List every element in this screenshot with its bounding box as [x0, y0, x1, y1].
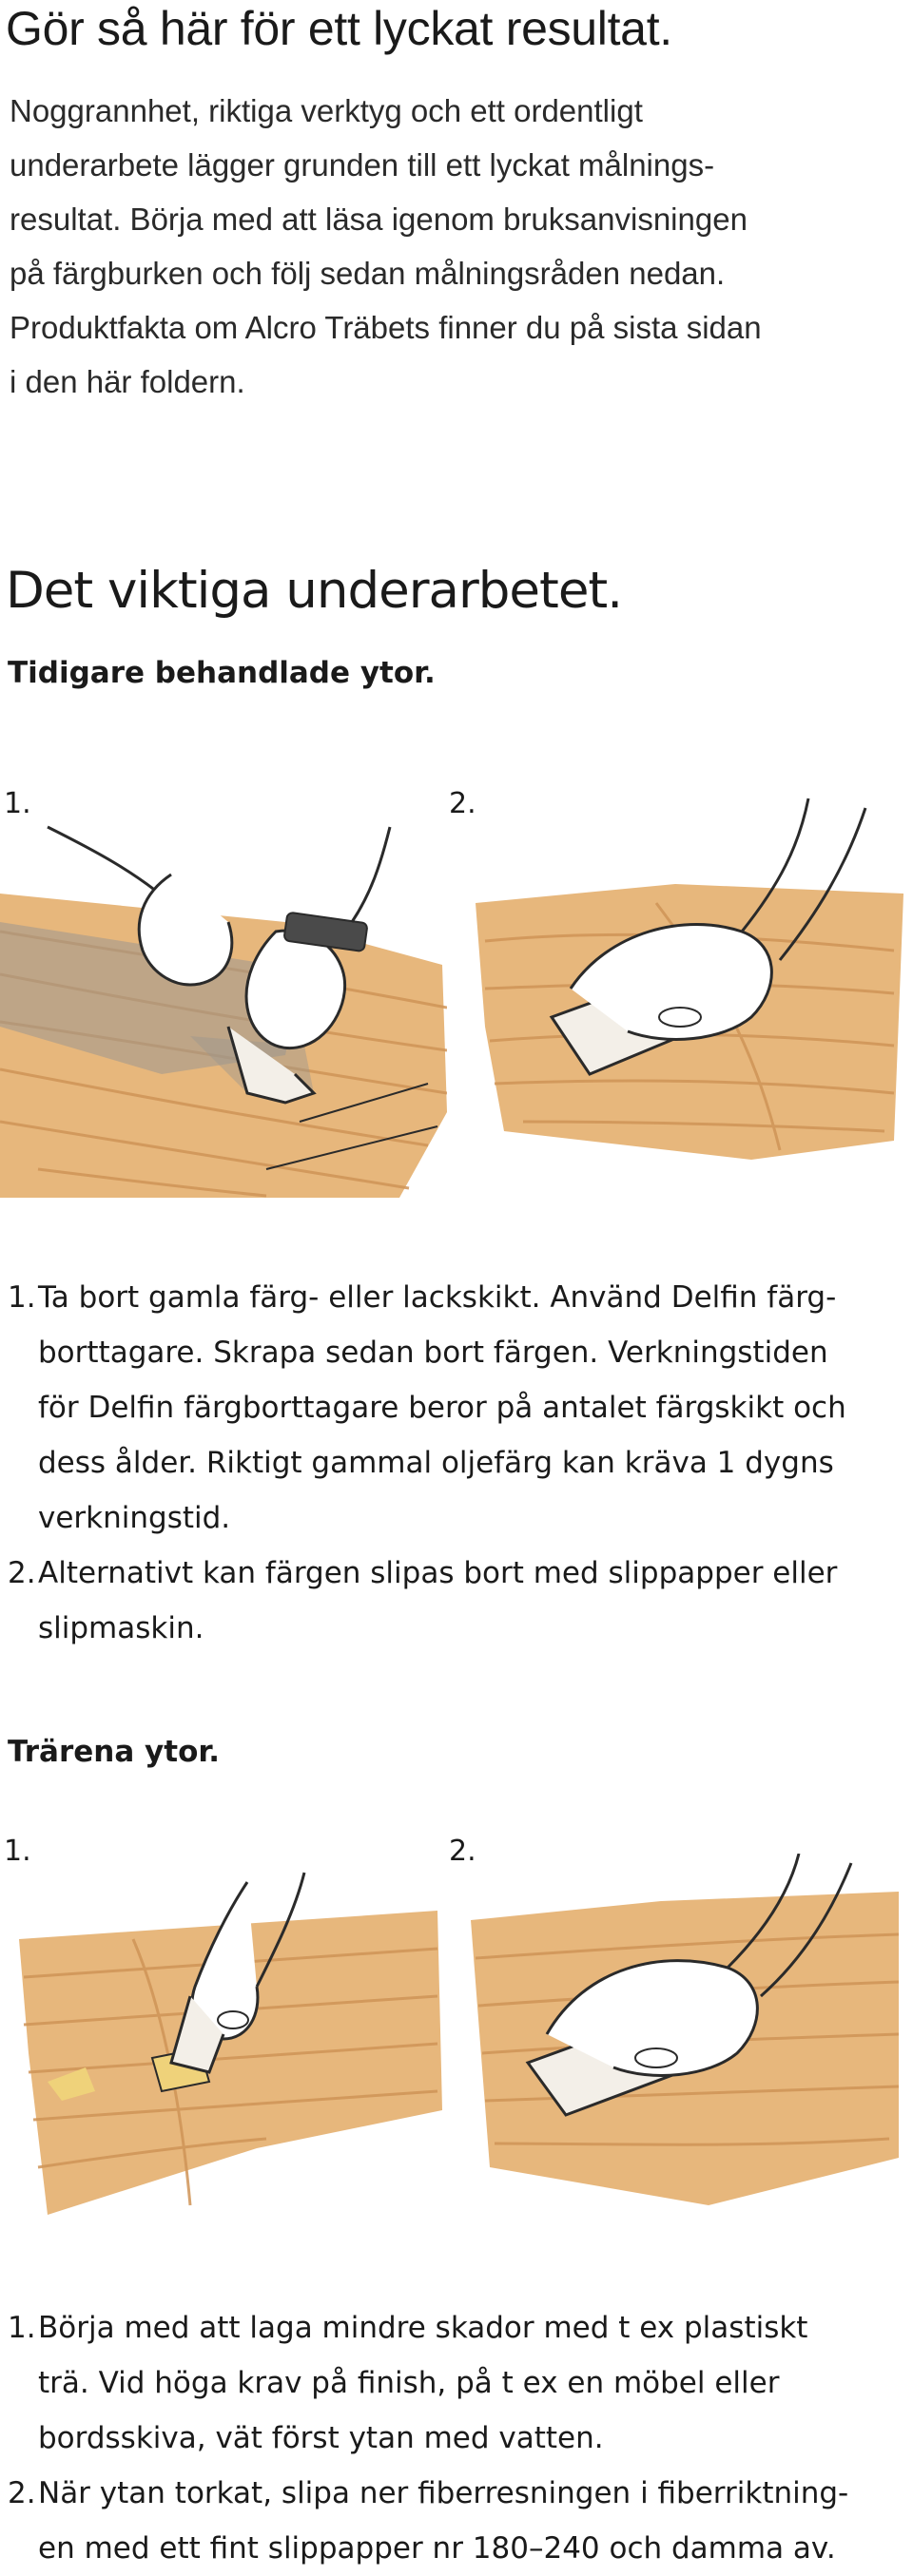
- step-number: 2.: [8, 2476, 36, 2510]
- section-title: Det viktiga underarbetet.: [6, 562, 623, 620]
- step-line: Alternativt kan färgen slipas bort med slippapper eller: [38, 1556, 838, 1590]
- step-item: [0, 2466, 903, 2576]
- intro-paragraph: [10, 84, 903, 409]
- illustration-label-2: 2.: [449, 1835, 476, 1868]
- steps-list-treated: [0, 1270, 903, 1656]
- illustration-label-1: 1.: [4, 1835, 31, 1868]
- step-line: en med ett fint slippapper nr 180–240 och damma av.: [38, 2531, 836, 2566]
- step-number: 2.: [8, 1556, 36, 1590]
- sanding-bare-wood-illustration: [471, 1854, 903, 2215]
- intro-line: Produktfakta om Alcro Träbets finner du på sista sidan: [10, 310, 762, 345]
- step-line: slipmaskin.: [38, 1611, 204, 1645]
- intro-line: på färgburken och följ sedan målningsråden nedan.: [10, 256, 726, 291]
- main-title: Gör så här för ett lyckat resultat.: [6, 2, 672, 55]
- step-line: bordsskiva, vät först ytan med vatten.: [38, 2421, 604, 2455]
- scraping-illustration: [0, 808, 447, 1198]
- sub-heading-bare-wood: Trärena ytor.: [8, 1735, 221, 1769]
- step-line: verkningstid.: [38, 1501, 231, 1535]
- step-line: borttagare. Skrapa sedan bort färgen. Verkningstiden: [38, 1336, 828, 1370]
- step-line: Ta bort gamla färg- eller lackskikt. Använd Delfin färg-: [38, 1280, 837, 1315]
- filling-illustration: [19, 1863, 447, 2224]
- sub-heading-treated-surfaces: Tidigare behandlade ytor.: [8, 656, 436, 690]
- intro-line: underarbete lägger grunden till ett lyckat målnings-: [10, 147, 715, 183]
- step-item: [0, 1270, 903, 1546]
- step-number: 1.: [8, 1280, 36, 1315]
- steps-list-bare-wood: [0, 2300, 903, 2576]
- intro-line: resultat. Börja med att läsa igenom bruksanvisningen: [10, 202, 748, 237]
- sanding-illustration: [466, 789, 903, 1169]
- illustration-label-2: 2.: [449, 787, 476, 820]
- step-line: dess ålder. Riktigt gammal oljefärg kan kräva 1 dygns: [38, 1446, 834, 1480]
- illustration-label-1: 1.: [4, 787, 31, 820]
- step-item: [0, 1546, 903, 1656]
- intro-line: Noggrannhet, riktiga verktyg och ett ordentligt: [10, 93, 643, 128]
- step-item: [0, 2300, 903, 2466]
- step-line: När ytan torkat, slipa ner fiberresningen i fiberriktning-: [38, 2476, 849, 2510]
- step-line: trä. Vid höga krav på finish, på t ex en möbel eller: [38, 2366, 780, 2400]
- step-number: 1.: [8, 2311, 36, 2345]
- intro-line: i den här foldern.: [10, 364, 245, 399]
- step-line: för Delfin färgborttagare beror på antalet färgskikt och: [38, 1391, 846, 1425]
- step-line: Börja med att laga mindre skador med t ex plastiskt: [38, 2311, 808, 2345]
